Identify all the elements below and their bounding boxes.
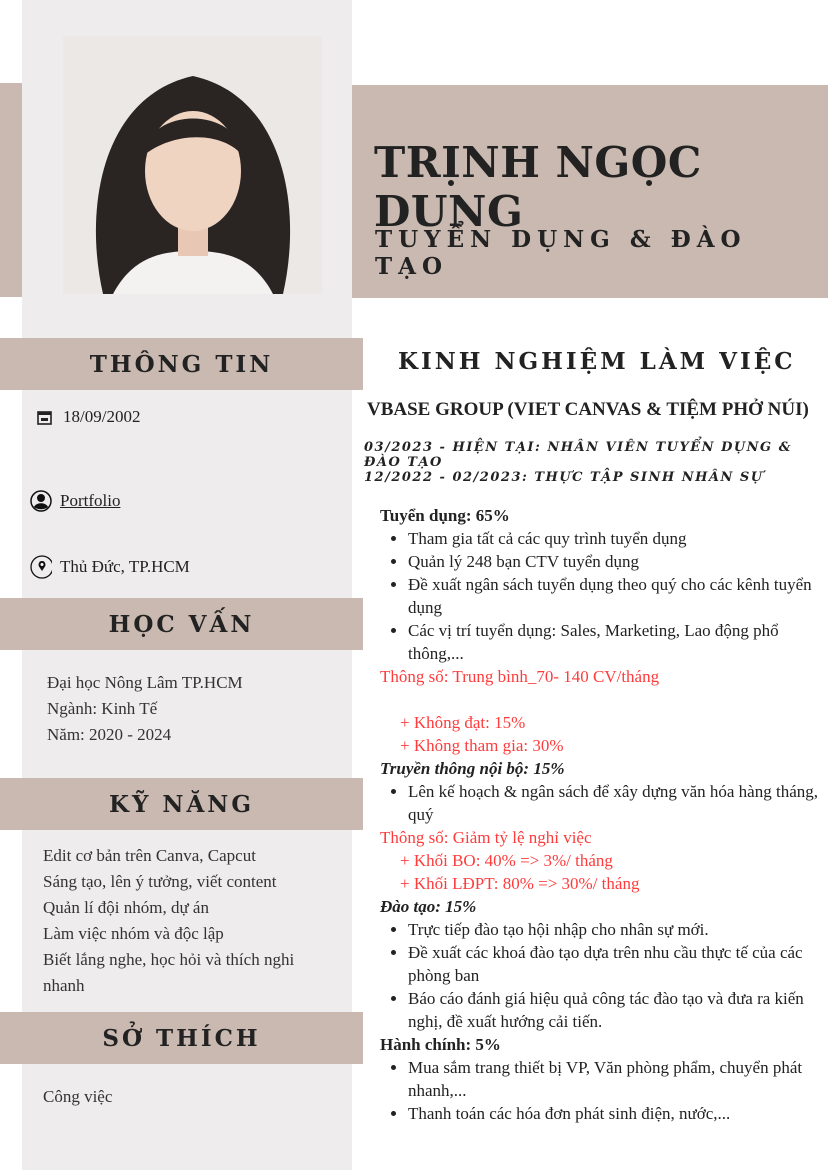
portfolio-link[interactable]: Portfolio [60,491,121,510]
decorative-strip [0,83,22,297]
job-title: 03/2023 - HIỆN TẠI: NHÂN VIÊN TUYỂN DỤNG & ĐÀO TẠO [364,440,792,470]
profile-photo [63,36,322,294]
company-name: VBASE GROUP (VIET CANVAS & TIỆM PHỞ NÚI) [367,399,809,420]
skills-list [43,843,333,999]
job-title: 12/2022 - 02/2023: THỰC TẬP SINH NHÂN SỰ [364,470,764,485]
recruit-title: Tuyển dụng: 65% [380,506,510,525]
list-item: • Đề xuất ngân sách tuyển dụng theo quý cho các kênh tuyển dụng [408,573,825,619]
training-title: Đào tạo: 15% [380,897,477,916]
birthday-text: 18/09/2002 [63,407,141,426]
location-text: Thủ Đức, TP.HCM [60,557,190,576]
location-pin-icon [30,556,52,578]
list-item: • Lên kế hoạch & ngân sách để xây dựng văn hóa hàng tháng, quý [408,780,825,826]
candidate-name: TRỊNH NGỌC DUNG [374,138,702,236]
list-item: • Trực tiếp đào tạo hội nhập cho nhân sự mới. [408,918,825,941]
skill-item: Quản lí đội nhóm, dự án [43,898,209,917]
admin-title: Hành chính: 5% [380,1035,501,1054]
stat-item: + Khối LĐPT: 80% => 30%/ tháng [400,874,640,893]
stat-item: + Không tham gia: 30% [400,736,564,755]
calendar-icon [33,406,55,428]
hobby-item: Công việc [43,1087,113,1106]
portfolio-row[interactable] [30,490,120,512]
education-item: Đại học Nông Lâm TP.HCM [47,673,243,692]
skill-item: Làm việc nhóm và độc lập [43,924,224,943]
user-icon [30,490,52,512]
comms-stat: Thông số: Giảm tỷ lệ nghỉ việc [380,828,592,847]
list-item: • Quản lý 248 bạn CTV tuyển dụng [408,550,825,573]
skill-item: Sáng tạo, lên ý tưởng, viết content [43,872,277,891]
list-item: • Đề xuất các khoá đào tạo dựa trên nhu cầu thực tế của các phòng ban [408,941,825,987]
section-heading-hobbies: SỞ THÍCH [0,1012,363,1064]
education-item: Ngành: Kinh Tế [47,699,158,718]
section-heading-experience: KINH NGHIỆM LÀM VIỆC [398,348,796,375]
section-heading-info: THÔNG TIN [0,338,363,390]
skill-item: Biết lắng nghe, học hỏi và thích nghi nhanh [43,950,295,995]
education-list [47,670,243,748]
education-item: Năm: 2020 - 2024 [47,725,172,744]
skill-item: Edit cơ bản trên Canva, Capcut [43,846,256,865]
stat-item: + Khối BO: 40% => 3%/ tháng [400,851,613,870]
list-item: • Mua sắm trang thiết bị VP, Văn phòng phẩm, chuyển phát nhanh,... [408,1056,825,1102]
location-row [30,556,190,578]
birthday-row [33,406,140,428]
section-heading-education: HỌC VẤN [0,598,363,650]
recruit-stat: Thông số: Trung bình_70- 140 CV/tháng [380,667,660,686]
section-heading-skills: KỸ NĂNG [0,778,363,830]
comms-title: Truyền thông nội bộ: 15% [380,759,565,778]
list-item: • Tham gia tất cả các quy trình tuyển dụng [408,527,825,550]
stat-item: + Không đạt: 15% [400,713,526,732]
list-item: • Các vị trí tuyển dụng: Sales, Marketing, Lao động phổ thông,... [408,619,825,665]
experience-details [380,504,825,1125]
candidate-role: TUYỂN DỤNG & ĐÀO TẠO [375,226,747,280]
list-item: • Báo cáo đánh giá hiệu quả công tác đào tạo và đưa ra kiến nghị, đề xuất hướng cải tiến. [408,987,825,1033]
list-item: • Thanh toán các hóa đơn phát sinh điện, nước,... [408,1102,825,1125]
